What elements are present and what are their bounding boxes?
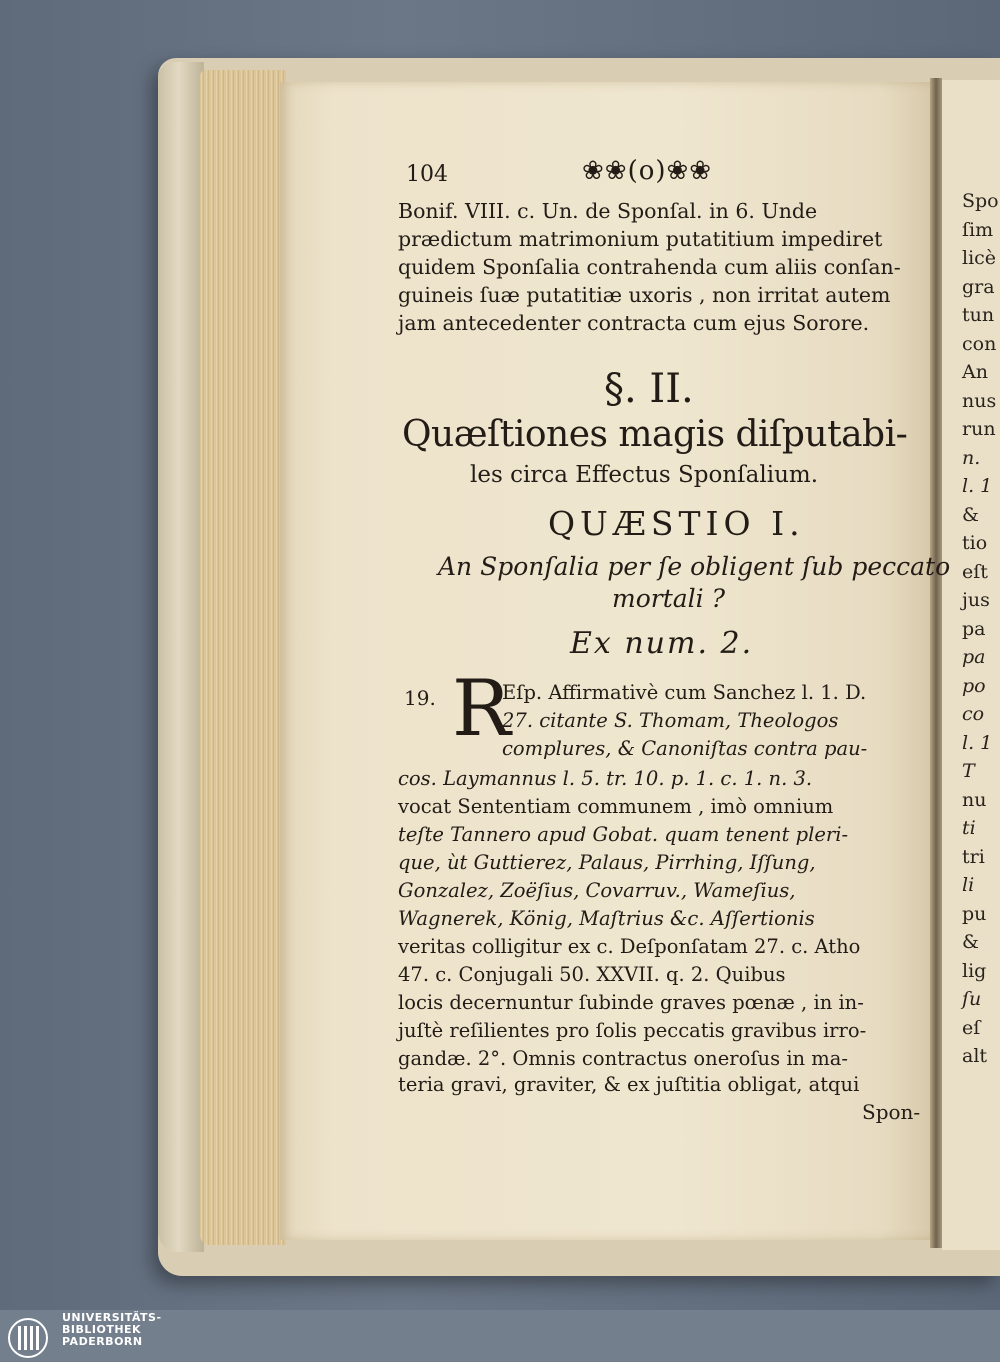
facing-page-fragment: ſim (962, 218, 994, 241)
facing-page-fragment: l. 1 (962, 731, 993, 754)
body-line: Gonzalez, Zoëſius, Covarruv., Wameſius, (398, 879, 796, 902)
facing-page-fragment: & (962, 503, 979, 526)
header-ornament: ❀❀(o)❀❀ (582, 156, 713, 186)
facing-page-fragment: pa (962, 617, 986, 640)
facing-page-fragment: An (962, 361, 988, 383)
library-line3: PADERBORN (62, 1335, 143, 1348)
paragraph-number: 19. (404, 686, 436, 710)
body-line: teria gravi, graviter, & ex juſtitia obligat, atqui (398, 1073, 860, 1096)
facing-page-fragment: Spo (962, 190, 999, 212)
drop-cap: R (452, 664, 511, 754)
facing-page-fragment: alt (962, 1045, 988, 1067)
facing-page-fragment: & (962, 931, 979, 953)
question-heading: QUÆSTIO I. (548, 504, 805, 543)
facing-page-fragment: l. 1 (962, 475, 993, 497)
question-line2: mortali ? (612, 584, 726, 613)
facing-page-fragment: eſ (962, 1016, 981, 1039)
page-edges (200, 70, 286, 1245)
body-line: teſte Tannero apud Gobat. quam tenent pleri- (398, 823, 849, 846)
facing-page-fragment: ſu (962, 988, 982, 1010)
body-line: gandæ. 2°. Omnis contractus oneroſus in ma- (398, 1047, 849, 1070)
facing-page-fragment: lig (962, 959, 987, 982)
facing-page-fragment: tri (962, 845, 985, 868)
facing-page-fragment: li (962, 874, 975, 896)
body-line: 27. citante S. Thomam, Theologos (502, 709, 839, 732)
facing-page-fragment: pa (962, 646, 986, 668)
intro-line: Bonif. VIII. c. Un. de Sponſal. in 6. Unde (398, 199, 818, 223)
body-line: Eſp. Affirmativè cum Sanchez l. 1. D. (502, 681, 867, 704)
facing-page-fragment: po (962, 674, 986, 697)
library-name (62, 1312, 162, 1348)
facing-page-fragment: run (962, 418, 996, 440)
section-heading: §. II. (604, 366, 694, 412)
library-line1: UNIVERSITÄTS- (62, 1311, 162, 1324)
body-line: complures, & Canoniſtas contra pau- (502, 737, 868, 760)
facing-page-fragment: jus (962, 589, 990, 611)
book-gutter (930, 78, 942, 1248)
body-line: locis decernuntur ſubinde graves pœnæ , in in- (398, 991, 864, 1014)
facing-page-fragment: pu (962, 902, 987, 925)
question-line1: An Sponſalia per ſe obligent ſub peccato (438, 552, 951, 581)
intro-line: quidem Sponſalia contrahenda cum aliis conſan- (398, 255, 901, 279)
facing-page-fragment: nus (962, 389, 997, 412)
facing-page-fragment: tun (962, 304, 995, 326)
intro-line: prædictum matrimonium putatitium impediret (398, 227, 883, 251)
facing-page-fragment: ti (962, 817, 976, 839)
facing-page-fragment: con (962, 332, 997, 355)
facing-page-fragment: tio (962, 532, 988, 554)
body-line: Wagnerek, König, Maſtrius &c. Aſſertionis (398, 907, 815, 930)
facing-page-fragment: gra (962, 275, 995, 298)
body-line: cos. Laymannus l. 5. tr. 10. p. 1. c. 1. n. 3. (398, 767, 813, 790)
ex-num-heading: Ex num. 2. (570, 626, 754, 661)
body-line: que, ùt Guttierez, Palaus, Pirrhing, Iſſung, (398, 851, 816, 874)
body-line: 47. c. Conjugali 50. XXVII. q. 2. Quibus (398, 963, 786, 986)
facing-page-fragment: co (962, 703, 985, 725)
facing-page-fragment: n. (962, 446, 981, 469)
section-title-line1: Quæſtiones magis diſputabi- (402, 414, 908, 455)
facing-page-fragment: licè (962, 247, 997, 269)
body-line: veritas colligitur ex c. Deſponſatam 27. c. Atho (398, 935, 861, 958)
facing-page-fragment: eſt (962, 560, 988, 583)
body-line: juſtè reſilientes pro ſolis peccatis gravibus irro- (398, 1019, 867, 1042)
university-logo-icon (6, 1316, 50, 1360)
intro-line: jam antecedenter contracta cum ejus Sorore. (398, 311, 870, 335)
book-cover-edge (158, 62, 204, 1252)
body-line: vocat Sententiam communem , imò omnium (398, 795, 834, 818)
section-title-line2: les circa Effectus Sponſalium. (470, 462, 819, 488)
catchword: Spon- (862, 1100, 921, 1124)
facing-page-fragment: nu (962, 788, 987, 811)
page-number: 104 (406, 162, 448, 187)
intro-line: guineis ſuæ putatitiæ uxoris , non irritat autem (398, 283, 891, 307)
library-line2: BIBLIOTHEK (62, 1323, 142, 1336)
facing-page-fragment: T (962, 760, 975, 782)
